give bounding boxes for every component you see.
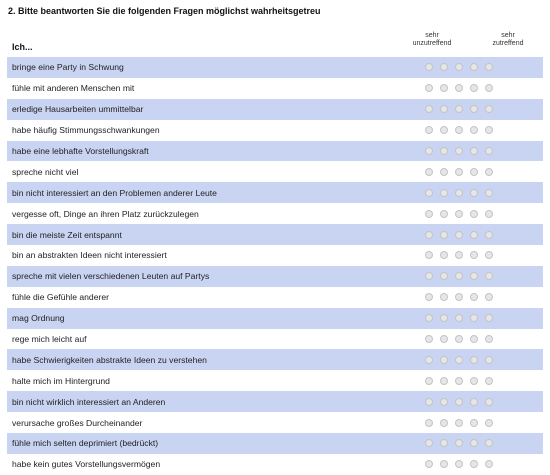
rating-radio-3[interactable] — [455, 231, 463, 239]
scale-low-label-line2: unzutreffend — [412, 40, 452, 47]
rating-radio-2[interactable] — [440, 189, 448, 197]
statement-label: habe kein gutes Vorstellungsvermögen — [12, 459, 161, 470]
statement-label: verursache großes Durcheinander — [12, 417, 143, 428]
rating-radio-2[interactable] — [440, 356, 448, 364]
rating-options — [425, 161, 493, 182]
rating-radio-4[interactable] — [470, 63, 478, 71]
rating-options — [425, 329, 493, 350]
rating-radio-5[interactable] — [485, 439, 493, 447]
rating-radio-2[interactable] — [440, 147, 448, 155]
statement-row — [7, 203, 543, 224]
rating-options — [425, 120, 493, 141]
rating-options — [425, 349, 493, 370]
rating-radio-5[interactable] — [485, 335, 493, 343]
statement-row — [7, 161, 543, 182]
rating-options — [425, 433, 493, 454]
statement-label: bringe eine Party in Schwung — [12, 62, 124, 73]
statement-label: mag Ordnung — [12, 313, 65, 324]
rating-radio-2[interactable] — [440, 293, 448, 301]
statement-label: habe eine lebhafte Vorstellungskraft — [12, 146, 149, 156]
statement-row — [7, 287, 543, 308]
rating-radio-3[interactable] — [455, 147, 463, 155]
rating-radio-1[interactable] — [425, 84, 433, 92]
rating-radio-2[interactable] — [440, 398, 448, 406]
rating-radio-1[interactable] — [425, 168, 433, 176]
rating-options — [425, 308, 493, 329]
statement-list — [7, 57, 543, 475]
statement-row — [7, 57, 543, 78]
rating-radio-1[interactable] — [425, 63, 433, 71]
rating-radio-5[interactable] — [485, 147, 493, 155]
statement-label: vergesse oft, Dinge an ihren Platz zurückzulegen — [12, 208, 199, 219]
rating-radio-1[interactable] — [425, 231, 433, 239]
scale-high-label-line2: zutreffend — [492, 40, 524, 47]
rating-radio-3[interactable] — [455, 105, 463, 113]
rating-radio-4[interactable] — [470, 147, 478, 155]
rating-radio-1[interactable] — [425, 147, 433, 155]
rating-radio-2[interactable] — [440, 460, 448, 468]
statement-label: bin an abstrakten Ideen nicht interessiert — [12, 250, 167, 261]
scale-low-label — [397, 32, 467, 48]
rating-radio-2[interactable] — [440, 377, 448, 385]
rating-radio-3[interactable] — [455, 398, 463, 406]
rating-radio-2[interactable] — [440, 210, 448, 218]
rating-options — [425, 99, 493, 120]
rating-radio-1[interactable] — [425, 272, 433, 280]
statement-row — [7, 370, 543, 391]
rating-options — [425, 266, 493, 287]
rating-radio-4[interactable] — [470, 460, 478, 468]
rating-radio-4[interactable] — [470, 293, 478, 301]
scale-low-label-line1: sehr — [425, 32, 439, 39]
rating-radio-4[interactable] — [470, 210, 478, 218]
rating-radio-5[interactable] — [485, 293, 493, 301]
rating-radio-1[interactable] — [425, 460, 433, 468]
rating-radio-3[interactable] — [455, 377, 463, 385]
rating-radio-5[interactable] — [485, 356, 493, 364]
statement-row — [7, 99, 543, 120]
question-title: 2. Bitte beantworten Sie die folgenden Fragen möglichst wahrheitsgetreu — [8, 6, 321, 16]
rating-radio-2[interactable] — [440, 314, 448, 322]
rating-radio-3[interactable] — [455, 84, 463, 92]
statement-label: habe häufig Stimmungsschwankungen — [12, 125, 160, 136]
statement-row — [7, 141, 543, 162]
rating-radio-4[interactable] — [470, 272, 478, 280]
rating-radio-1[interactable] — [425, 314, 433, 322]
rating-radio-2[interactable] — [440, 105, 448, 113]
rating-radio-3[interactable] — [455, 335, 463, 343]
rating-radio-5[interactable] — [485, 377, 493, 385]
rating-radio-4[interactable] — [470, 84, 478, 92]
rating-options — [425, 245, 493, 266]
rating-radio-5[interactable] — [485, 231, 493, 239]
rating-radio-4[interactable] — [470, 398, 478, 406]
rating-radio-2[interactable] — [440, 251, 448, 259]
rating-radio-5[interactable] — [485, 251, 493, 259]
rating-radio-1[interactable] — [425, 105, 433, 113]
rating-radio-5[interactable] — [485, 168, 493, 176]
rating-radio-5[interactable] — [485, 126, 493, 134]
rating-radio-2[interactable] — [440, 272, 448, 280]
scale-high-label — [473, 32, 543, 48]
statement-label: spreche mit vielen verschiedenen Leuten auf Partys — [12, 271, 210, 282]
rating-options — [425, 412, 493, 433]
rating-radio-2[interactable] — [440, 335, 448, 343]
statement-row — [7, 266, 543, 287]
rating-options — [425, 78, 493, 99]
rating-radio-4[interactable] — [470, 356, 478, 364]
statement-label: bin nicht interessiert an den Problemen anderer Leute — [12, 187, 217, 198]
rating-options — [425, 57, 493, 78]
rating-radio-2[interactable] — [440, 419, 448, 427]
rating-options — [425, 141, 493, 162]
rating-radio-3[interactable] — [455, 126, 463, 134]
rating-radio-5[interactable] — [485, 189, 493, 197]
rating-radio-5[interactable] — [485, 398, 493, 406]
statement-row — [7, 78, 543, 99]
rating-radio-5[interactable] — [485, 105, 493, 113]
statement-label: bin nicht wirklich interessiert an Anderen — [12, 396, 166, 407]
rating-radio-2[interactable] — [440, 168, 448, 176]
statement-label: fühle die Gefühle anderer — [12, 292, 109, 303]
statement-label: bin die meiste Zeit entspannt — [12, 229, 122, 240]
rating-radio-1[interactable] — [425, 377, 433, 385]
rating-radio-1[interactable] — [425, 398, 433, 406]
rating-radio-1[interactable] — [425, 189, 433, 197]
rating-radio-4[interactable] — [470, 335, 478, 343]
rating-options — [425, 203, 493, 224]
statement-label: halte mich im Hintergrund — [12, 375, 110, 386]
statement-label: fühle mich selten deprimiert (bedrückt) — [12, 438, 159, 449]
rating-options — [425, 224, 493, 245]
rating-radio-5[interactable] — [485, 272, 493, 280]
rating-radio-3[interactable] — [455, 63, 463, 71]
rating-radio-3[interactable] — [455, 460, 463, 468]
rating-radio-5[interactable] — [485, 460, 493, 468]
rating-radio-3[interactable] — [455, 251, 463, 259]
rating-radio-5[interactable] — [485, 63, 493, 71]
statement-label: erledige Hausarbeiten ummittelbar — [12, 104, 144, 115]
rating-radio-4[interactable] — [470, 126, 478, 134]
rating-radio-4[interactable] — [470, 377, 478, 385]
rating-options — [425, 454, 493, 475]
statement-row — [7, 308, 543, 329]
statement-row — [7, 454, 543, 475]
rating-radio-5[interactable] — [485, 419, 493, 427]
rating-radio-3[interactable] — [455, 272, 463, 280]
rating-options — [425, 287, 493, 308]
statement-row — [7, 391, 543, 412]
rating-radio-2[interactable] — [440, 126, 448, 134]
statement-row — [7, 329, 543, 350]
statement-row — [7, 120, 543, 141]
rating-radio-5[interactable] — [485, 210, 493, 218]
statement-row — [7, 349, 543, 370]
rating-radio-3[interactable] — [455, 314, 463, 322]
rating-radio-4[interactable] — [470, 168, 478, 176]
rating-radio-2[interactable] — [440, 84, 448, 92]
statement-row — [7, 224, 543, 245]
rating-options — [425, 370, 493, 391]
rating-radio-4[interactable] — [470, 439, 478, 447]
rating-radio-4[interactable] — [470, 189, 478, 197]
rating-radio-2[interactable] — [440, 439, 448, 447]
statement-label: spreche nicht viel — [12, 166, 79, 177]
statement-label: fühle mit anderen Menschen mit — [12, 83, 135, 94]
rating-radio-3[interactable] — [455, 168, 463, 176]
rating-radio-3[interactable] — [455, 439, 463, 447]
statement-label: habe Schwierigkeiten abstrakte Ideen zu verstehen — [12, 354, 207, 365]
rating-radio-4[interactable] — [470, 314, 478, 322]
rating-radio-3[interactable] — [455, 189, 463, 197]
rating-radio-5[interactable] — [485, 314, 493, 322]
rating-radio-3[interactable] — [455, 419, 463, 427]
rating-radio-1[interactable] — [425, 293, 433, 301]
rating-radio-4[interactable] — [470, 251, 478, 259]
rating-options — [425, 391, 493, 412]
scale-header — [8, 30, 542, 54]
statement-label: rege mich leicht auf — [12, 334, 87, 345]
rating-radio-3[interactable] — [455, 210, 463, 218]
rating-radio-2[interactable] — [440, 63, 448, 71]
rating-options — [425, 182, 493, 203]
rating-radio-1[interactable] — [425, 439, 433, 447]
rating-radio-2[interactable] — [440, 231, 448, 239]
statement-prefix-label: Ich... — [12, 42, 33, 52]
rating-radio-1[interactable] — [425, 335, 433, 343]
rating-radio-4[interactable] — [470, 105, 478, 113]
rating-radio-4[interactable] — [470, 419, 478, 427]
statement-row — [7, 245, 543, 266]
rating-radio-5[interactable] — [485, 84, 493, 92]
rating-radio-1[interactable] — [425, 356, 433, 364]
statement-row — [7, 412, 543, 433]
scale-high-label-line1: sehr — [501, 32, 515, 39]
rating-radio-1[interactable] — [425, 126, 433, 134]
statement-row — [7, 433, 543, 454]
rating-radio-1[interactable] — [425, 210, 433, 218]
rating-radio-3[interactable] — [455, 356, 463, 364]
rating-radio-1[interactable] — [425, 251, 433, 259]
statement-row — [7, 182, 543, 203]
rating-radio-4[interactable] — [470, 231, 478, 239]
rating-radio-3[interactable] — [455, 293, 463, 301]
rating-radio-1[interactable] — [425, 419, 433, 427]
